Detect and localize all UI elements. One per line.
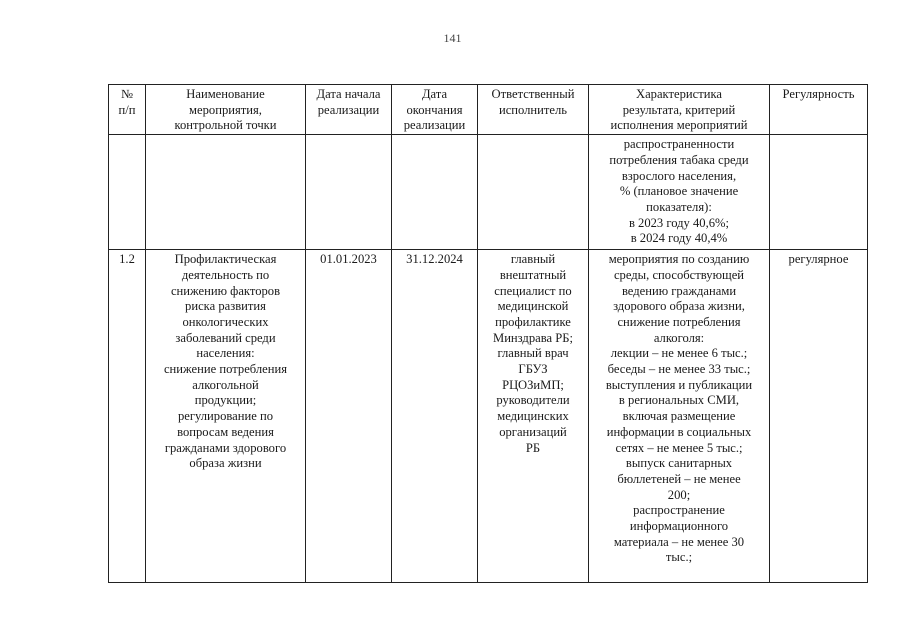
header-end-date: Дата окончания реализации: [392, 85, 478, 135]
measures-table: [108, 84, 868, 583]
header-characteristic: Характеристика результата, критерий исполнения мероприятий: [589, 85, 770, 135]
cell-empty: [146, 135, 306, 250]
cell-empty: [770, 135, 868, 250]
cell-responsible: главный внештатный специалист по медицинской профилактике Минздрава РБ; главный врач ГБУЗ РЦОЗиМП; руководители медицинских организаций РБ: [478, 250, 589, 583]
header-name: Наименование мероприятия, контрольной точки: [146, 85, 306, 135]
cell-end-date: 31.12.2024: [392, 250, 478, 583]
cell-empty: [109, 135, 146, 250]
cell-characteristic: мероприятия по созданию среды, способствующей ведению гражданами здорового образа жизни, снижение потребления алкоголя: лекции – не менее 6 тыс.; беседы – не менее 33 тыс.; выступления и публикации в региональных СМИ, включая размещение информации в социальных сетях – не менее 5 тыс.; выпуск санитарных бюллетеней – не менее 200; распространение информационного материала – не менее 30 тыс.;: [589, 250, 770, 583]
header-number: № п/п: [109, 85, 146, 135]
cell-name: Профилактическая деятельность по снижению факторов риска развития онкологических заболеваний среди населения: снижение потребления алкогольной продукции; регулирование по вопросам ведения гражданами здорового образа жизни: [146, 250, 306, 583]
page-number: 141: [443, 31, 462, 45]
header-regularity: Регулярность: [770, 85, 868, 135]
cell-characteristic-continued: распространенности потребления табака среди взрослого населения, % (плановое значение показателя): в 2023 году 40,6%; в 2024 году 40,4%: [589, 135, 770, 250]
table-header-row: [109, 85, 868, 135]
cell-regularity: регулярное: [770, 250, 868, 583]
cell-start-date: 01.01.2023: [306, 250, 392, 583]
header-start-date: Дата начала реализации: [306, 85, 392, 135]
cell-empty: [392, 135, 478, 250]
cell-empty: [478, 135, 589, 250]
table-row-continuation: [109, 135, 868, 250]
cell-empty: [306, 135, 392, 250]
cell-number: 1.2: [109, 250, 146, 583]
header-responsible: Ответственный исполнитель: [478, 85, 589, 135]
table-row-1-2: [109, 250, 868, 583]
